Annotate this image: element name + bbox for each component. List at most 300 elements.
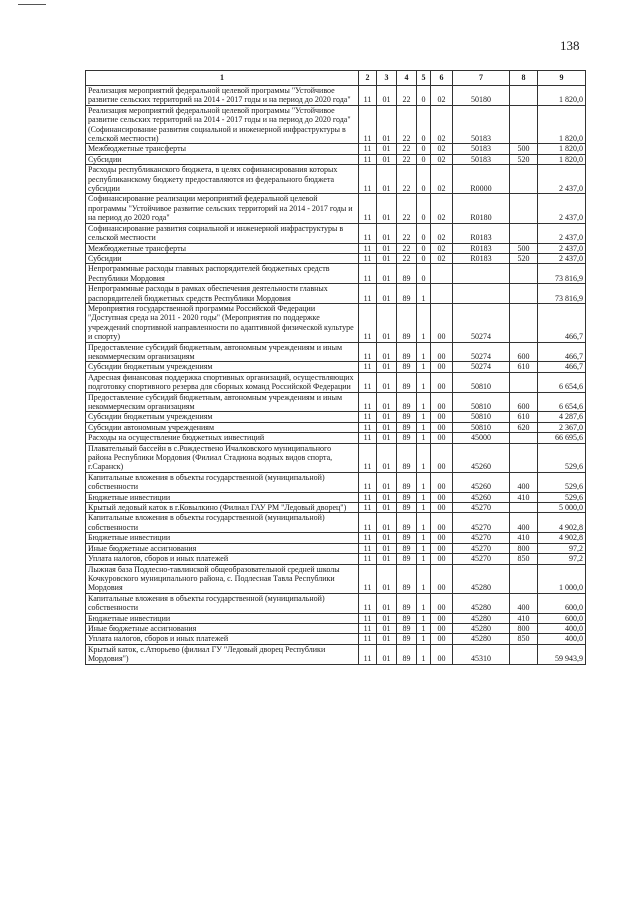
cell-amount: 2 437,0 (538, 194, 586, 223)
cell-direction-code (431, 264, 453, 284)
cell-expense-code: 50183 (453, 154, 510, 164)
cell-direction-code: 02 (431, 144, 453, 154)
table-row (86, 433, 586, 443)
table-row (86, 284, 586, 304)
cell-amount: 2 367,0 (538, 422, 586, 432)
cell-subprogram-code: 0 (417, 243, 431, 253)
cell-subsection-code: 01 (377, 503, 397, 513)
cell-expense-code: 45270 (453, 503, 510, 513)
cell-direction-code: 00 (431, 543, 453, 553)
cell-expense-code: 45280 (453, 634, 510, 644)
cell-section-code: 11 (359, 492, 377, 502)
cell-direction-code: 00 (431, 443, 453, 472)
cell-expense-code: 45260 (453, 492, 510, 502)
cell-program-code: 89 (397, 372, 417, 392)
cell-subsection-code: 01 (377, 154, 397, 164)
cell-item-name: Предоставление субсидий бюджетным, автономным учреждениям и иным некоммерческим организациям (86, 392, 359, 412)
cell-type-code: 610 (510, 412, 538, 422)
cell-expense-code: 50183 (453, 105, 510, 144)
cell-item-name: Межбюджетные трансферты (86, 144, 359, 154)
cell-direction-code: 00 (431, 362, 453, 372)
cell-section-code: 11 (359, 543, 377, 553)
cell-type-code (510, 303, 538, 342)
cell-type-code: 500 (510, 144, 538, 154)
cell-expense-code: 50810 (453, 422, 510, 432)
cell-direction-code: 00 (431, 342, 453, 362)
cell-subsection-code: 01 (377, 362, 397, 372)
cell-program-code: 89 (397, 303, 417, 342)
cell-program-code: 89 (397, 342, 417, 362)
cell-section-code: 11 (359, 433, 377, 443)
cell-item-name: Субсидии бюджетным учреждениям (86, 412, 359, 422)
cell-subsection-code: 01 (377, 492, 397, 502)
cell-item-name: Крытый ледовый каток в г.Ковылкино (Филиал ГАУ РМ "Ледовый дворец") (86, 503, 359, 513)
cell-subsection-code: 01 (377, 194, 397, 223)
cell-subprogram-code: 0 (417, 223, 431, 243)
cell-program-code: 89 (397, 564, 417, 593)
cell-item-name: Расходы республиканского бюджета, в целях софинансирования которых республиканскому бюджету предоставляются из федерального бюджета субсидии (86, 165, 359, 194)
cell-program-code: 22 (397, 165, 417, 194)
cell-type-code: 520 (510, 154, 538, 164)
col-header: 6 (431, 71, 453, 86)
cell-section-code: 11 (359, 644, 377, 664)
cell-item-name: Адресная финансовая поддержка спортивных организаций, осуществляющих подготовку спортивного резерва для сборных команд Российской Федерации (86, 372, 359, 392)
cell-expense-code (453, 264, 510, 284)
table-row (86, 392, 586, 412)
cell-section-code: 11 (359, 165, 377, 194)
cell-section-code: 11 (359, 362, 377, 372)
cell-amount: 73 816,9 (538, 264, 586, 284)
col-header: 7 (453, 71, 510, 86)
cell-amount: 400,0 (538, 634, 586, 644)
cell-section-code: 11 (359, 342, 377, 362)
cell-item-name: Софинансирование развития социальной и инженерной инфраструктуры в сельской местности (86, 223, 359, 243)
cell-section-code: 11 (359, 264, 377, 284)
table-row (86, 634, 586, 644)
cell-item-name: Субсидии (86, 154, 359, 164)
cell-subprogram-code: 0 (417, 154, 431, 164)
cell-item-name: Реализация мероприятий федеральной целевой программы "Устойчивое развитие сельских территорий на 2014 - 2017 годы и на период до 2020 года" (Софинансирование развития социальной и инженерной инфраструктуры в сельской местности) (86, 105, 359, 144)
cell-expense-code: 45260 (453, 472, 510, 492)
cell-expense-code: 45270 (453, 543, 510, 553)
cell-item-name: Капитальные вложения в объекты государственной (муниципальной) собственности (86, 593, 359, 613)
cell-section-code: 11 (359, 154, 377, 164)
cell-type-code: 500 (510, 243, 538, 253)
cell-type-code: 400 (510, 472, 538, 492)
col-header: 8 (510, 71, 538, 86)
cell-section-code: 11 (359, 144, 377, 154)
budget-table (85, 70, 586, 665)
cell-amount: 1 000,0 (538, 564, 586, 593)
cell-program-code: 89 (397, 543, 417, 553)
cell-type-code: 800 (510, 623, 538, 633)
cell-program-code: 22 (397, 253, 417, 263)
cell-amount: 600,0 (538, 593, 586, 613)
cell-amount: 2 437,0 (538, 243, 586, 253)
cell-item-name: Капитальные вложения в объекты государственной (муниципальной) собственности (86, 513, 359, 533)
page-number: 138 (560, 38, 580, 53)
cell-direction-code: 00 (431, 564, 453, 593)
cell-subsection-code: 01 (377, 105, 397, 144)
cell-subprogram-code: 1 (417, 554, 431, 564)
cell-expense-code: 45280 (453, 564, 510, 593)
cell-expense-code: 50274 (453, 303, 510, 342)
col-header: 1 (86, 71, 359, 86)
cell-section-code: 11 (359, 554, 377, 564)
cell-item-name: Уплата налогов, сборов и иных платежей (86, 554, 359, 564)
cell-section-code: 11 (359, 533, 377, 543)
cell-type-code (510, 372, 538, 392)
cell-item-name: Реализация мероприятий федеральной целевой программы "Устойчивое развитие сельских территорий на 2014 - 2017 годы и на период до 2020 года" (86, 86, 359, 106)
cell-type-code (510, 264, 538, 284)
table-row (86, 443, 586, 472)
cell-subsection-code: 01 (377, 372, 397, 392)
table-row (86, 613, 586, 623)
corner-mark (18, 4, 46, 5)
cell-subprogram-code: 0 (417, 165, 431, 194)
cell-amount: 1 820,0 (538, 105, 586, 144)
cell-subprogram-code: 1 (417, 503, 431, 513)
cell-subsection-code: 01 (377, 223, 397, 243)
cell-program-code: 89 (397, 472, 417, 492)
cell-expense-code: 45310 (453, 644, 510, 664)
cell-subsection-code: 01 (377, 144, 397, 154)
cell-amount: 2 437,0 (538, 165, 586, 194)
cell-program-code: 89 (397, 264, 417, 284)
cell-expense-code: 45270 (453, 554, 510, 564)
cell-subprogram-code: 1 (417, 543, 431, 553)
table-row (86, 543, 586, 553)
cell-program-code: 89 (397, 362, 417, 372)
table-row (86, 644, 586, 664)
cell-subsection-code: 01 (377, 623, 397, 633)
cell-expense-code: R0180 (453, 194, 510, 223)
cell-section-code: 11 (359, 284, 377, 304)
cell-program-code: 22 (397, 86, 417, 106)
cell-direction-code: 00 (431, 533, 453, 543)
cell-expense-code: 45000 (453, 433, 510, 443)
cell-amount: 4 902,8 (538, 513, 586, 533)
cell-type-code: 600 (510, 392, 538, 412)
cell-subsection-code: 01 (377, 412, 397, 422)
table-row (86, 264, 586, 284)
table-row (86, 593, 586, 613)
table-row (86, 513, 586, 533)
cell-subsection-code: 01 (377, 264, 397, 284)
cell-expense-code: R0183 (453, 243, 510, 253)
cell-subprogram-code: 1 (417, 303, 431, 342)
cell-program-code: 22 (397, 154, 417, 164)
cell-expense-code (453, 284, 510, 304)
cell-amount: 600,0 (538, 613, 586, 623)
cell-item-name: Лыжная база Подлесно-тавлинской общеобразовательной средней школы Кочкуровского муниципального района, с. Подлесная Тавла Республики Мордовия (86, 564, 359, 593)
cell-section-code: 11 (359, 223, 377, 243)
cell-type-code (510, 503, 538, 513)
cell-subsection-code: 01 (377, 165, 397, 194)
table-row (86, 86, 586, 106)
col-header: 3 (377, 71, 397, 86)
table-body (86, 86, 586, 665)
cell-type-code: 520 (510, 253, 538, 263)
cell-section-code: 11 (359, 513, 377, 533)
cell-item-name: Субсидии (86, 253, 359, 263)
cell-subprogram-code: 1 (417, 634, 431, 644)
cell-program-code: 89 (397, 412, 417, 422)
cell-amount: 2 437,0 (538, 223, 586, 243)
cell-subsection-code: 01 (377, 303, 397, 342)
table-row (86, 105, 586, 144)
cell-subsection-code: 01 (377, 422, 397, 432)
cell-section-code: 11 (359, 86, 377, 106)
cell-type-code (510, 433, 538, 443)
cell-program-code: 89 (397, 492, 417, 502)
cell-program-code: 89 (397, 554, 417, 564)
cell-section-code: 11 (359, 194, 377, 223)
cell-item-name: Субсидии бюджетным учреждениям (86, 362, 359, 372)
cell-subsection-code: 01 (377, 634, 397, 644)
col-header: 5 (417, 71, 431, 86)
cell-amount: 4 902,8 (538, 533, 586, 543)
cell-subprogram-code: 0 (417, 253, 431, 263)
cell-subsection-code: 01 (377, 253, 397, 263)
cell-type-code: 410 (510, 533, 538, 543)
cell-subprogram-code: 1 (417, 412, 431, 422)
cell-direction-code: 02 (431, 165, 453, 194)
cell-expense-code: R0183 (453, 223, 510, 243)
cell-amount: 1 820,0 (538, 86, 586, 106)
cell-amount: 466,7 (538, 362, 586, 372)
cell-subprogram-code: 1 (417, 342, 431, 362)
cell-item-name: Крытый каток, с.Атюрьево (филиал ГУ "Ледовый дворец Республики Мордовия") (86, 644, 359, 664)
cell-expense-code: 45270 (453, 533, 510, 543)
cell-subsection-code: 01 (377, 433, 397, 443)
cell-subsection-code: 01 (377, 533, 397, 543)
cell-program-code: 89 (397, 533, 417, 543)
cell-subsection-code: 01 (377, 86, 397, 106)
cell-subsection-code: 01 (377, 613, 397, 623)
cell-amount: 529,6 (538, 492, 586, 502)
table-row (86, 223, 586, 243)
cell-subprogram-code: 1 (417, 593, 431, 613)
cell-amount: 6 654,6 (538, 372, 586, 392)
cell-program-code: 89 (397, 392, 417, 412)
cell-direction-code: 00 (431, 433, 453, 443)
cell-section-code: 11 (359, 303, 377, 342)
cell-section-code: 11 (359, 443, 377, 472)
cell-expense-code: 45280 (453, 623, 510, 633)
cell-subprogram-code: 0 (417, 194, 431, 223)
cell-type-code (510, 105, 538, 144)
cell-expense-code: 45260 (453, 443, 510, 472)
cell-subprogram-code: 1 (417, 623, 431, 633)
cell-expense-code: 50810 (453, 392, 510, 412)
cell-program-code: 89 (397, 443, 417, 472)
cell-expense-code: 45280 (453, 593, 510, 613)
cell-program-code: 89 (397, 623, 417, 633)
cell-direction-code: 00 (431, 634, 453, 644)
cell-item-name: Иные бюджетные ассигнования (86, 543, 359, 553)
cell-subprogram-code: 1 (417, 492, 431, 502)
cell-type-code (510, 564, 538, 593)
cell-program-code: 22 (397, 105, 417, 144)
cell-program-code: 22 (397, 194, 417, 223)
cell-type-code (510, 644, 538, 664)
cell-expense-code: 50274 (453, 362, 510, 372)
cell-type-code (510, 86, 538, 106)
cell-subsection-code: 01 (377, 472, 397, 492)
cell-direction-code: 02 (431, 105, 453, 144)
cell-section-code: 11 (359, 503, 377, 513)
cell-subprogram-code: 1 (417, 362, 431, 372)
cell-subsection-code: 01 (377, 342, 397, 362)
cell-item-name: Бюджетные инвестиции (86, 492, 359, 502)
cell-section-code: 11 (359, 422, 377, 432)
cell-program-code: 22 (397, 243, 417, 253)
table-row (86, 533, 586, 543)
table-row (86, 243, 586, 253)
cell-direction-code: 00 (431, 422, 453, 432)
cell-expense-code: R0183 (453, 253, 510, 263)
cell-subprogram-code: 0 (417, 86, 431, 106)
cell-type-code (510, 165, 538, 194)
cell-type-code: 410 (510, 492, 538, 502)
col-header: 9 (538, 71, 586, 86)
cell-section-code: 11 (359, 253, 377, 263)
cell-direction-code: 02 (431, 154, 453, 164)
cell-type-code: 850 (510, 554, 538, 564)
table-row (86, 154, 586, 164)
cell-direction-code: 00 (431, 593, 453, 613)
cell-section-code: 11 (359, 392, 377, 412)
cell-program-code: 89 (397, 634, 417, 644)
cell-program-code: 22 (397, 144, 417, 154)
cell-direction-code: 00 (431, 554, 453, 564)
table-row (86, 362, 586, 372)
cell-type-code: 600 (510, 342, 538, 362)
cell-subprogram-code: 1 (417, 613, 431, 623)
table-row (86, 372, 586, 392)
cell-program-code: 89 (397, 644, 417, 664)
cell-expense-code: 50274 (453, 342, 510, 362)
cell-direction-code: 02 (431, 194, 453, 223)
cell-direction-code: 00 (431, 623, 453, 633)
table-row (86, 422, 586, 432)
cell-program-code: 89 (397, 593, 417, 613)
table-row (86, 503, 586, 513)
cell-subprogram-code: 1 (417, 284, 431, 304)
cell-direction-code: 00 (431, 644, 453, 664)
table-row (86, 194, 586, 223)
cell-subsection-code: 01 (377, 513, 397, 533)
table-row (86, 144, 586, 154)
cell-item-name: Расходы на осуществление бюджетных инвестиций (86, 433, 359, 443)
cell-amount: 97,2 (538, 543, 586, 553)
cell-section-code: 11 (359, 564, 377, 593)
cell-type-code: 610 (510, 362, 538, 372)
cell-subprogram-code: 0 (417, 105, 431, 144)
cell-amount: 73 816,9 (538, 284, 586, 304)
cell-subprogram-code: 1 (417, 422, 431, 432)
cell-direction-code: 02 (431, 86, 453, 106)
cell-expense-code: 45280 (453, 613, 510, 623)
cell-section-code: 11 (359, 412, 377, 422)
cell-subprogram-code: 1 (417, 513, 431, 533)
cell-subsection-code: 01 (377, 554, 397, 564)
cell-section-code: 11 (359, 634, 377, 644)
cell-subprogram-code: 0 (417, 144, 431, 154)
cell-section-code: 11 (359, 593, 377, 613)
cell-item-name: Бюджетные инвестиции (86, 613, 359, 623)
cell-item-name: Предоставление субсидий бюджетным, автономным учреждениям и иным некоммерческим организациям (86, 342, 359, 362)
cell-subsection-code: 01 (377, 593, 397, 613)
cell-direction-code: 00 (431, 392, 453, 412)
cell-section-code: 11 (359, 623, 377, 633)
cell-expense-code: 45270 (453, 513, 510, 533)
table-row (86, 303, 586, 342)
cell-subsection-code: 01 (377, 284, 397, 304)
cell-amount: 1 820,0 (538, 154, 586, 164)
cell-amount: 466,7 (538, 303, 586, 342)
cell-amount: 6 654,6 (538, 392, 586, 412)
cell-item-name: Бюджетные инвестиции (86, 533, 359, 543)
cell-direction-code: 02 (431, 253, 453, 263)
cell-subprogram-code: 1 (417, 644, 431, 664)
cell-subsection-code: 01 (377, 243, 397, 253)
cell-type-code: 400 (510, 513, 538, 533)
cell-type-code: 800 (510, 543, 538, 553)
cell-item-name: Иные бюджетные ассигнования (86, 623, 359, 633)
col-header: 2 (359, 71, 377, 86)
cell-program-code: 89 (397, 422, 417, 432)
table-row (86, 342, 586, 362)
table-row (86, 554, 586, 564)
cell-type-code: 400 (510, 593, 538, 613)
cell-program-code: 89 (397, 513, 417, 533)
cell-direction-code (431, 284, 453, 304)
cell-section-code: 11 (359, 105, 377, 144)
col-header: 4 (397, 71, 417, 86)
cell-program-code: 89 (397, 613, 417, 623)
cell-amount: 5 000,0 (538, 503, 586, 513)
cell-item-name: Межбюджетные трансферты (86, 243, 359, 253)
cell-program-code: 89 (397, 503, 417, 513)
cell-direction-code: 00 (431, 472, 453, 492)
cell-type-code: 850 (510, 634, 538, 644)
cell-item-name: Непрограммные расходы в рамках обеспечения деятельности главных распорядителей бюджетных средств Республики Мордовия (86, 284, 359, 304)
cell-expense-code: 50810 (453, 412, 510, 422)
cell-subprogram-code: 1 (417, 372, 431, 392)
cell-direction-code: 00 (431, 372, 453, 392)
cell-direction-code: 02 (431, 243, 453, 253)
cell-expense-code: R0000 (453, 165, 510, 194)
table-row (86, 623, 586, 633)
cell-item-name: Капитальные вложения в объекты государственной (муниципальной) собственности (86, 472, 359, 492)
cell-subprogram-code: 1 (417, 533, 431, 543)
cell-amount: 66 695,6 (538, 433, 586, 443)
cell-subsection-code: 01 (377, 543, 397, 553)
cell-amount: 466,7 (538, 342, 586, 362)
cell-program-code: 89 (397, 284, 417, 304)
cell-type-code (510, 194, 538, 223)
cell-direction-code: 00 (431, 303, 453, 342)
cell-section-code: 11 (359, 472, 377, 492)
cell-amount: 529,6 (538, 472, 586, 492)
cell-subprogram-code: 1 (417, 392, 431, 412)
cell-amount: 1 820,0 (538, 144, 586, 154)
cell-subprogram-code: 0 (417, 264, 431, 284)
cell-subsection-code: 01 (377, 644, 397, 664)
cell-subsection-code: 01 (377, 443, 397, 472)
